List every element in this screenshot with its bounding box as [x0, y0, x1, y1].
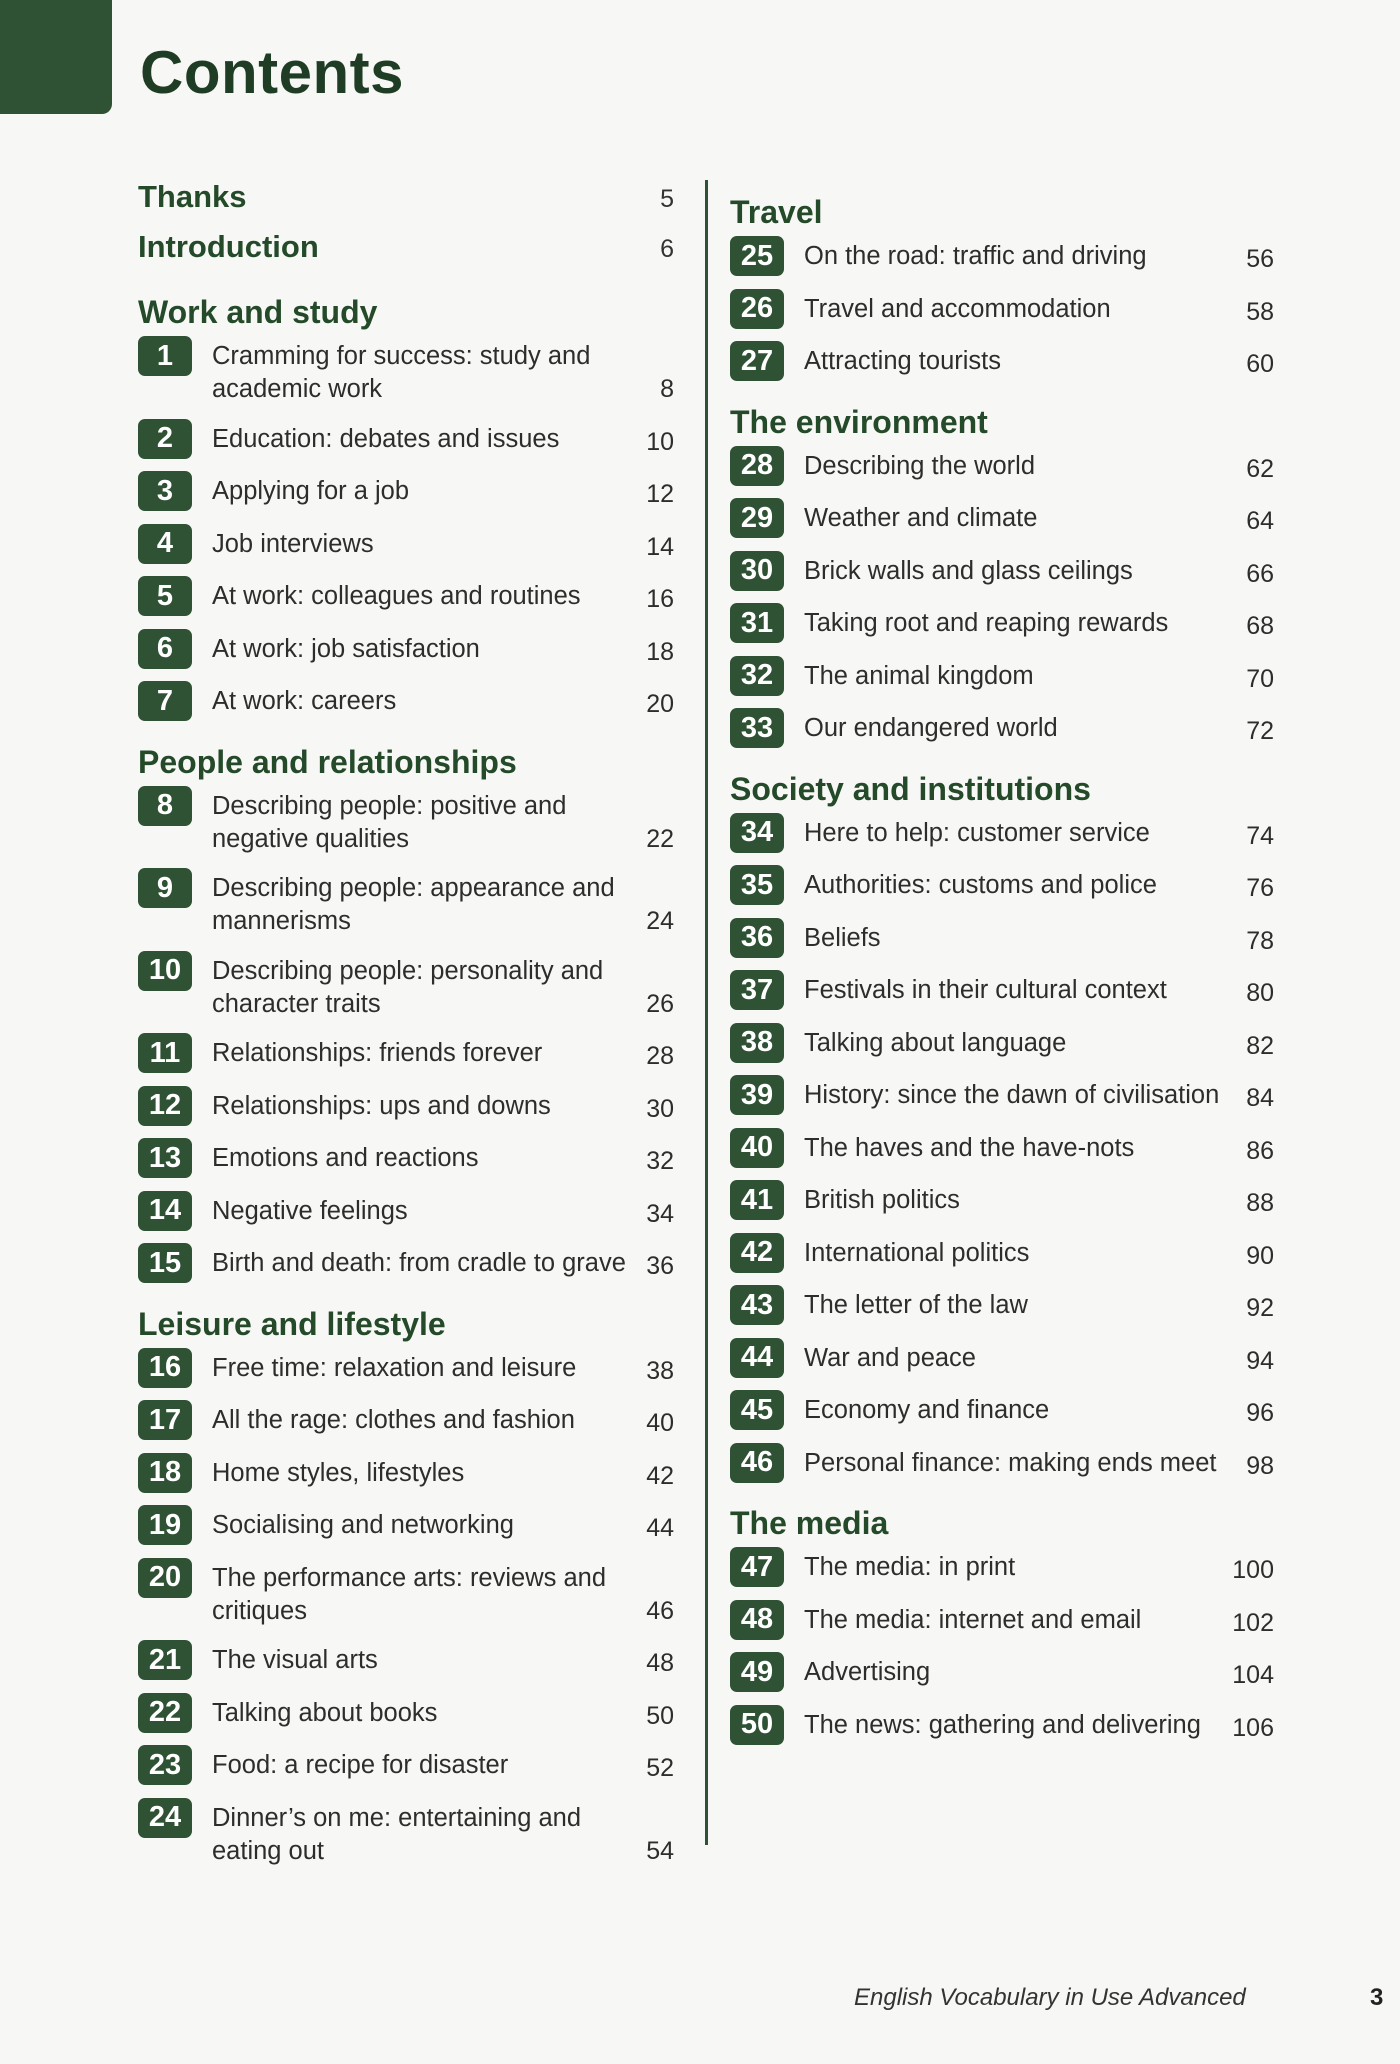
unit-title: The animal kingdom	[804, 661, 1034, 690]
unit-title: War and peace	[804, 1343, 976, 1372]
unit-title: The performance arts: reviews and critiques	[212, 1563, 607, 1625]
unit-number-badge: 30	[730, 551, 784, 591]
section-heading: The environment	[730, 403, 988, 440]
unit-page-number: 28	[646, 1042, 674, 1070]
page-title: Contents	[140, 39, 404, 106]
unit-page-number: 12	[646, 480, 674, 508]
unit-page-number: 44	[646, 1514, 674, 1542]
unit-number-badge: 29	[730, 498, 784, 538]
unit-entry[interactable]	[730, 1132, 1278, 1168]
unit-number-badge: 44	[730, 1338, 784, 1378]
unit-title: Job interviews	[212, 529, 374, 558]
unit-entry[interactable]	[138, 1037, 678, 1073]
unit-entry[interactable]	[138, 872, 678, 938]
column-divider	[705, 180, 708, 1845]
unit-page-number: 82	[1246, 1031, 1274, 1060]
unit-page-number: 70	[1246, 664, 1274, 693]
unit-number-badge: 42	[730, 1233, 784, 1273]
unit-number-badge: 22	[138, 1693, 192, 1733]
front-matter-page: 5	[660, 185, 674, 213]
unit-title: Describing people: personality and character traits	[212, 956, 604, 1018]
unit-title: The visual arts	[212, 1646, 378, 1674]
unit-page-number: 40	[646, 1409, 674, 1437]
contents-left-column	[138, 172, 678, 1884]
unit-entry[interactable]	[138, 340, 678, 406]
unit-number-badge: 46	[730, 1443, 784, 1483]
unit-page-number: 60	[1246, 350, 1274, 378]
unit-page-number: 92	[1246, 1294, 1274, 1322]
unit-entry[interactable]	[138, 1195, 678, 1231]
unit-page-number: 34	[646, 1199, 674, 1228]
unit-entry[interactable]	[730, 555, 1278, 591]
unit-title: The media: in print	[804, 1553, 1016, 1581]
unit-number-badge: 11	[138, 1033, 192, 1073]
unit-number-badge: 23	[138, 1745, 192, 1785]
unit-page-number: 74	[1246, 821, 1274, 850]
unit-title: Beliefs	[804, 923, 881, 952]
unit-number-badge: 15	[138, 1243, 192, 1283]
unit-number-badge: 32	[730, 656, 784, 696]
unit-number-badge: 40	[730, 1128, 784, 1168]
unit-page-number: 106	[1232, 1713, 1274, 1742]
unit-entry[interactable]	[138, 790, 678, 856]
unit-title: Negative feelings	[212, 1196, 408, 1225]
unit-title: Talking about books	[212, 1698, 438, 1727]
unit-page-number: 10	[646, 427, 674, 456]
unit-number-badge: 3	[138, 471, 192, 511]
unit-title: At work: colleagues and routines	[212, 582, 581, 610]
unit-entry[interactable]	[730, 1656, 1278, 1692]
section-heading: Society and institutions	[730, 770, 1091, 807]
unit-entry[interactable]	[138, 685, 678, 721]
unit-number-badge: 33	[730, 708, 784, 748]
unit-entry[interactable]	[138, 1802, 678, 1868]
unit-entry[interactable]	[730, 1394, 1278, 1430]
unit-page-number: 86	[1246, 1136, 1274, 1165]
unit-title: International politics	[804, 1238, 1030, 1267]
unit-page-number: 100	[1232, 1556, 1274, 1584]
unit-number-badge: 49	[730, 1652, 784, 1692]
unit-title: All the rage: clothes and fashion	[212, 1406, 575, 1434]
unit-title: Relationships: ups and downs	[212, 1091, 551, 1120]
unit-title: Festivals in their cultural context	[804, 976, 1167, 1004]
unit-title: The haves and the have-nots	[804, 1133, 1135, 1162]
unit-page-number: 94	[1246, 1346, 1274, 1375]
unit-number-badge: 50	[730, 1705, 784, 1745]
unit-number-badge: 13	[138, 1138, 192, 1178]
unit-entry[interactable]	[730, 345, 1278, 381]
unit-page-number: 16	[646, 585, 674, 613]
unit-page-number: 62	[1246, 454, 1274, 483]
unit-number-badge: 28	[730, 446, 784, 486]
unit-page-number: 42	[646, 1461, 674, 1490]
unit-entry[interactable]	[138, 528, 678, 564]
unit-entry[interactable]	[730, 1551, 1278, 1587]
unit-entry[interactable]	[730, 1237, 1278, 1273]
unit-number-badge: 24	[138, 1798, 192, 1838]
unit-title: Applying for a job	[212, 477, 410, 505]
unit-number-badge: 7	[138, 681, 192, 721]
unit-title: Weather and climate	[804, 504, 1038, 532]
unit-entry[interactable]	[730, 502, 1278, 538]
unit-page-number: 46	[646, 1596, 674, 1625]
unit-entry[interactable]	[138, 475, 678, 511]
unit-entry[interactable]	[138, 1142, 678, 1178]
unit-entry[interactable]	[730, 922, 1278, 958]
unit-entry[interactable]	[730, 817, 1278, 853]
unit-entry[interactable]	[730, 1027, 1278, 1063]
section-heading: The media	[730, 1505, 889, 1541]
unit-title: History: since the dawn of civilisation	[804, 1081, 1220, 1109]
right-sections	[730, 188, 1278, 1745]
unit-entry[interactable]	[730, 1342, 1278, 1378]
unit-number-badge: 20	[138, 1558, 192, 1598]
unit-title: Our endangered world	[804, 714, 1058, 742]
unit-title: At work: careers	[212, 687, 397, 715]
unit-page-number: 58	[1246, 297, 1274, 326]
unit-number-badge: 9	[138, 868, 192, 908]
unit-title: Education: debates and issues	[212, 424, 560, 453]
unit-number-badge: 35	[730, 865, 784, 905]
unit-title: Food: a recipe for disaster	[212, 1751, 509, 1779]
unit-title: Brick walls and glass ceilings	[804, 556, 1133, 585]
unit-page-number: 36	[646, 1252, 674, 1280]
section-heading: People and relationships	[138, 743, 517, 780]
unit-title: Here to help: customer service	[804, 818, 1150, 847]
unit-page-number: 18	[646, 637, 674, 666]
unit-page-number: 48	[646, 1649, 674, 1677]
front-matter-label: Thanks	[138, 179, 247, 214]
unit-number-badge: 14	[138, 1191, 192, 1231]
unit-title: Emotions and reactions	[212, 1144, 479, 1172]
unit-number-badge: 4	[138, 524, 192, 564]
unit-number-badge: 19	[138, 1505, 192, 1545]
unit-number-badge: 47	[730, 1547, 784, 1587]
unit-entry[interactable]	[138, 1509, 678, 1545]
unit-number-badge: 16	[138, 1348, 192, 1388]
unit-entry[interactable]	[730, 869, 1278, 905]
unit-entry[interactable]	[730, 1604, 1278, 1640]
front-matter-row[interactable]	[138, 172, 678, 222]
unit-page-number: 14	[646, 532, 674, 561]
unit-title: British politics	[804, 1186, 960, 1214]
unit-entry[interactable]	[138, 1247, 678, 1283]
unit-number-badge: 5	[138, 576, 192, 616]
unit-page-number: 68	[1246, 612, 1274, 640]
unit-title: Home styles, lifestyles	[212, 1458, 465, 1487]
unit-entry[interactable]	[138, 1090, 678, 1126]
front-matter-row[interactable]	[138, 222, 678, 272]
unit-number-badge: 12	[138, 1086, 192, 1126]
unit-number-badge: 6	[138, 629, 192, 669]
unit-number-badge: 1	[138, 336, 192, 376]
unit-page-number: 66	[1246, 559, 1274, 588]
unit-page-number: 32	[646, 1147, 674, 1175]
left-sections	[138, 288, 678, 1868]
unit-title: Travel and accommodation	[804, 294, 1111, 323]
unit-entry[interactable]	[730, 660, 1278, 696]
unit-entry[interactable]	[730, 1447, 1278, 1483]
unit-page-number: 56	[1246, 245, 1274, 273]
unit-number-badge: 18	[138, 1453, 192, 1493]
unit-page-number: 26	[646, 989, 674, 1018]
unit-entry[interactable]	[138, 1697, 678, 1733]
unit-entry[interactable]	[730, 450, 1278, 486]
unit-entry[interactable]	[138, 580, 678, 616]
unit-title: Advertising	[804, 1658, 931, 1686]
unit-number-badge: 31	[730, 603, 784, 643]
unit-number-badge: 48	[730, 1600, 784, 1640]
unit-page-number: 64	[1246, 507, 1274, 535]
unit-page-number: 30	[646, 1094, 674, 1123]
unit-title: The media: internet and email	[804, 1605, 1142, 1634]
unit-number-badge: 43	[730, 1285, 784, 1325]
unit-entry[interactable]	[138, 1457, 678, 1493]
unit-title: The news: gathering and delivering	[804, 1710, 1201, 1739]
unit-title: Birth and death: from cradle to grave	[212, 1249, 626, 1277]
unit-entry[interactable]	[138, 1749, 678, 1785]
unit-page-number: 20	[646, 690, 674, 718]
unit-page-number: 102	[1232, 1608, 1274, 1637]
unit-entry[interactable]	[730, 974, 1278, 1010]
footer-page-number: 3	[1370, 1984, 1384, 2011]
section-heading: Leisure and lifestyle	[138, 1305, 446, 1342]
unit-title: Socialising and networking	[212, 1511, 514, 1539]
unit-number-badge: 2	[138, 419, 192, 459]
unit-number-badge: 26	[730, 289, 784, 329]
unit-page-number: 90	[1246, 1241, 1274, 1270]
unit-number-badge: 39	[730, 1075, 784, 1115]
unit-number-badge: 10	[138, 951, 192, 991]
unit-title: At work: job satisfaction	[212, 634, 480, 663]
unit-title: Authorities: customs and police	[804, 871, 1157, 899]
unit-title: Personal finance: making ends meet	[804, 1448, 1217, 1477]
unit-title: Economy and finance	[804, 1396, 1050, 1424]
unit-number-badge: 38	[730, 1023, 784, 1063]
unit-page-number: 50	[646, 1701, 674, 1730]
unit-entry[interactable]	[730, 1184, 1278, 1220]
unit-title: Dinner’s on me: entertaining and eating out	[212, 1803, 582, 1865]
unit-entry[interactable]	[730, 712, 1278, 748]
unit-number-badge: 34	[730, 813, 784, 853]
unit-entry[interactable]	[138, 1562, 678, 1628]
unit-entry[interactable]	[138, 1644, 678, 1680]
unit-number-badge: 45	[730, 1390, 784, 1430]
unit-entry[interactable]	[138, 1404, 678, 1440]
unit-number-badge: 27	[730, 341, 784, 381]
contents-right-column	[730, 172, 1278, 1761]
unit-page-number: 22	[646, 824, 674, 853]
front-matter-label: Introduction	[138, 229, 319, 264]
unit-entry[interactable]	[138, 955, 678, 1021]
unit-number-badge: 25	[730, 236, 784, 276]
unit-entry[interactable]	[730, 293, 1278, 329]
unit-title: Describing people: appearance and mannerisms	[212, 874, 615, 935]
unit-number-badge: 8	[138, 786, 192, 826]
unit-page-number: 54	[646, 1836, 674, 1865]
unit-page-number: 52	[646, 1754, 674, 1782]
unit-page-number: 88	[1246, 1189, 1274, 1217]
unit-page-number: 24	[646, 907, 674, 935]
unit-entry[interactable]	[730, 607, 1278, 643]
unit-title: The letter of the law	[804, 1291, 1028, 1319]
unit-entry[interactable]	[730, 240, 1278, 276]
unit-entry[interactable]	[730, 1709, 1278, 1745]
unit-page-number: 76	[1246, 874, 1274, 902]
unit-page-number: 38	[646, 1356, 674, 1385]
section-heading: Work and study	[138, 294, 378, 330]
unit-number-badge: 36	[730, 918, 784, 958]
unit-number-badge: 21	[138, 1640, 192, 1680]
corner-tab	[0, 0, 112, 114]
unit-number-badge: 17	[138, 1400, 192, 1440]
unit-page-number: 104	[1232, 1661, 1274, 1689]
unit-number-badge: 41	[730, 1180, 784, 1220]
unit-page-number: 80	[1246, 979, 1274, 1007]
unit-number-badge: 37	[730, 970, 784, 1010]
front-matter-page: 6	[660, 235, 674, 263]
unit-title: On the road: traffic and driving	[804, 242, 1147, 270]
unit-title: Talking about language	[804, 1028, 1067, 1057]
unit-page-number: 98	[1246, 1451, 1274, 1480]
unit-entry[interactable]	[730, 1289, 1278, 1325]
unit-title: Describing people: positive and negative qualities	[212, 791, 567, 853]
unit-page-number: 8	[660, 375, 674, 403]
unit-entry[interactable]	[138, 1352, 678, 1388]
unit-title: Relationships: friends forever	[212, 1039, 543, 1067]
unit-page-number: 84	[1246, 1084, 1274, 1112]
unit-entry[interactable]	[730, 1079, 1278, 1115]
unit-title: Free time: relaxation and leisure	[212, 1353, 577, 1382]
unit-title: Attracting tourists	[804, 347, 1001, 375]
unit-page-number: 72	[1246, 717, 1274, 745]
unit-title: Describing the world	[804, 451, 1036, 480]
section-heading: Travel	[730, 194, 823, 230]
footer-book-title: English Vocabulary in Use Advanced	[854, 1984, 1246, 2011]
unit-page-number: 96	[1246, 1399, 1274, 1427]
unit-page-number: 78	[1246, 926, 1274, 955]
unit-entry[interactable]	[138, 423, 678, 459]
unit-entry[interactable]	[138, 633, 678, 669]
unit-title: Taking root and reaping rewards	[804, 609, 1169, 637]
unit-title: Cramming for success: study and academic work	[212, 342, 591, 403]
